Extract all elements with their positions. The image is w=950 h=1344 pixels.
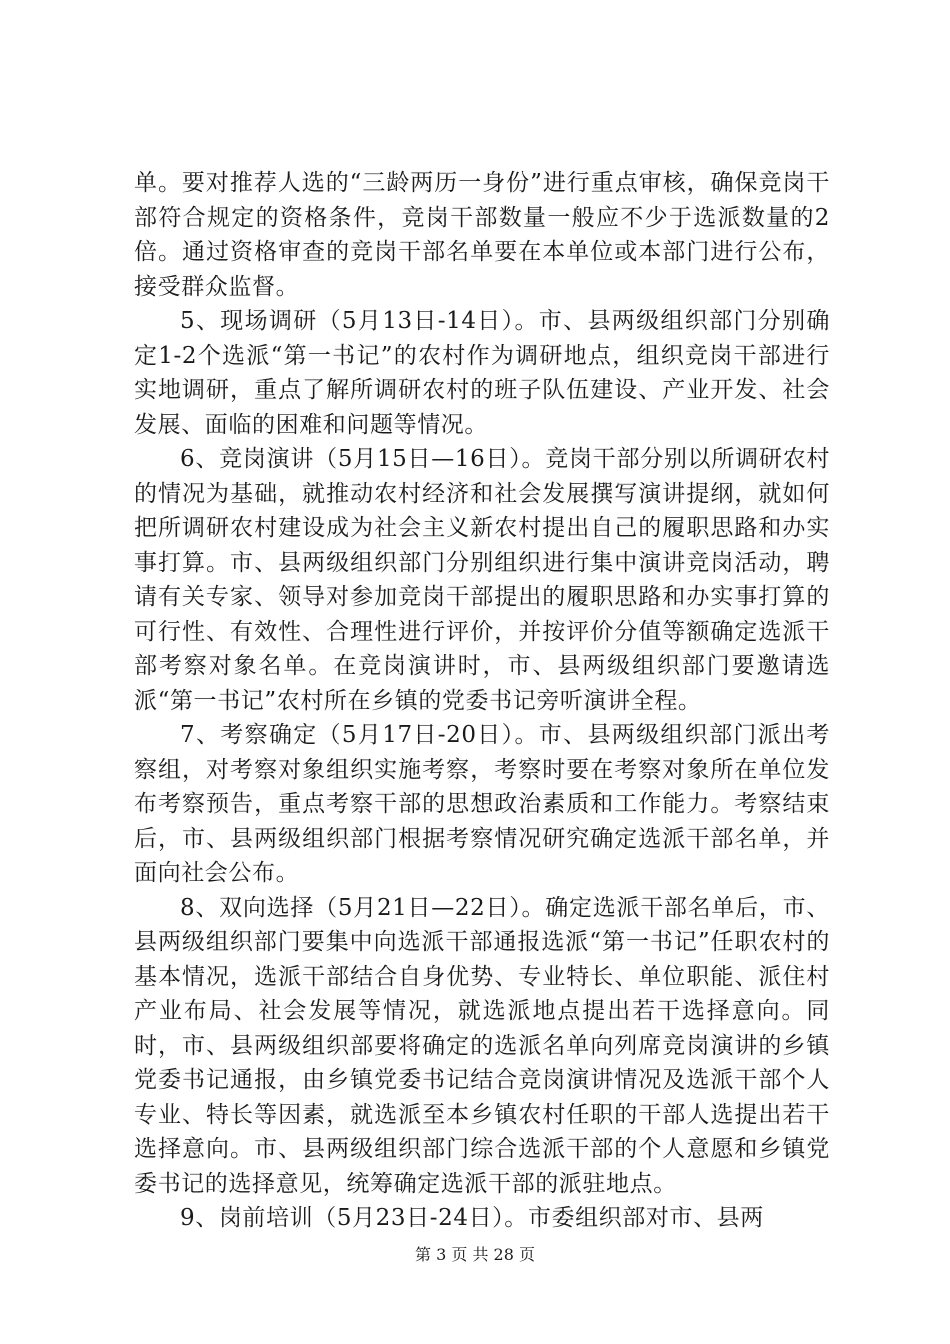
document-body <box>134 166 830 1236</box>
paragraph-6: 9、岗前培训（5月23日-24日）。市委组织部对市、县两 <box>180 1205 764 1231</box>
paragraph-1: 单。要对推荐人选的“三龄两历一身份”进行重点审核，确保竞岗干部符合规定的资格条件，竞岗干部数量一般应不少于选派数量的2倍。通过资格审查的竞岗干部名单要在本单位或本部门进行公布，接受群众监督。 <box>134 170 830 300</box>
paragraph-5: 8、双向选择（5月21日—22日）。确定选派干部名单后，市、县两级组织部门要集中向选派干部通报选派“第一书记”任职农村的基本情况，选派干部结合自身优势、专业特长、单位职能、派住村产业布局、社会发展等情况，就选派地点提出若干选择意向。同时，市、县两级组织部要将确定的选派名单向列席竞岗演讲的乡镇党委书记通报，由乡镇党委书记结合竞岗演讲情况及选派干部个人专业、特长等因素，就选派至本乡镇农村任职的干部人选提出若干选择意向。市、县两级组织部门综合选派干部的个人意愿和乡镇党委书记的选择意见，统筹确定选派干部的派驻地点。 <box>134 894 830 1197</box>
page-footer: 第 3 页 共 28 页 <box>415 1245 535 1264</box>
paragraph-4: 7、考察确定（5月17日-20日）。市、县两级组织部门派出考察组，对考察对象组织实施考察，考察时要在考察对象所在单位发布考察预告，重点考察干部的思想政治素质和工作能力。考察结束后，市、县两级组织部门根据考察情况研究确定选派干部名单，并面向社会公布。 <box>134 722 830 886</box>
paragraph-2: 5、现场调研（5月13日-14日）。市、县两级组织部门分别确定1-2个选派“第一书记”的农村作为调研地点，组织竞岗干部进行实地调研，重点了解所调研农村的班子队伍建设、产业开发、社会发展、面临的困难和问题等情况。 <box>134 308 830 438</box>
paragraph-3: 6、竞岗演讲（5月15日—16日）。竞岗干部分别以所调研农村的情况为基础，就推动农村经济和社会发展撰写演讲提纲，就如何把所调研农村建设成为社会主义新农村提出自己的履职思路和办实事打算。市、县两级组织部门分别组织进行集中演讲竞岗活动，聘请有关专家、领导对参加竞岗干部提出的履职思路和办实事打算的可行性、有效性、合理性进行评价，并按评价分值等额确定选派干部考察对象名单。在竞岗演讲时，市、县两级组织部门要邀请选派“第一书记”农村所在乡镇的党委书记旁听演讲全程。 <box>134 446 830 714</box>
